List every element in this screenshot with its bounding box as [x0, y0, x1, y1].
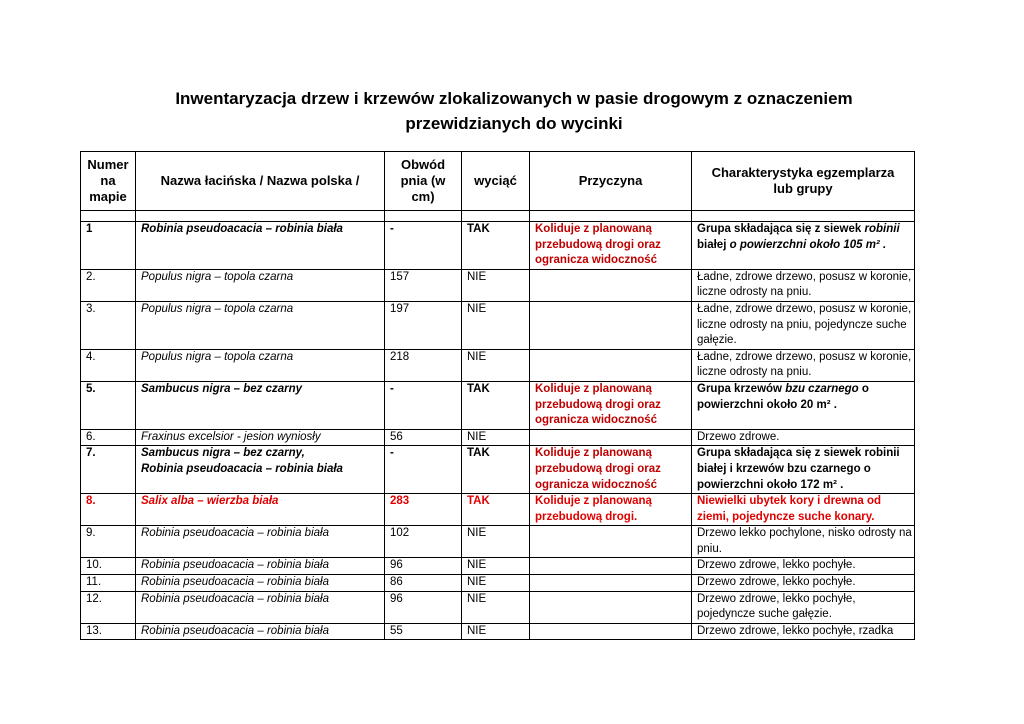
cell-description: [692, 446, 915, 494]
cell-girth: 218: [385, 349, 462, 381]
cell-reason: [530, 381, 692, 429]
cell-cut: NIE: [462, 269, 530, 301]
cell-reason: [530, 558, 692, 575]
cell-cut: TAK: [462, 222, 530, 270]
cell-line: Robinia pseudoacacia – robinia biała: [141, 527, 329, 540]
cell-line: ogranicza widoczność: [535, 254, 658, 267]
cell-girth: 96: [385, 558, 462, 575]
cell-name: [136, 349, 385, 381]
cell-number: 9.: [81, 526, 136, 558]
table-row: [81, 494, 915, 526]
cell-cut: TAK: [462, 494, 530, 526]
cell-cut: NIE: [462, 591, 530, 623]
cell-number: 5.: [81, 381, 136, 429]
cell-line: Robinia pseudoacacia – robinia biała: [141, 559, 329, 572]
cell-description: [692, 575, 915, 592]
cell-reason: [530, 269, 692, 301]
italic-species-name: o powierzchni około 105 m² .: [726, 238, 887, 251]
cell-line: Drzewo zdrowe, lekko pochyłe.: [697, 576, 856, 589]
cell-reason: [530, 575, 692, 592]
table-row: [81, 429, 915, 446]
cell-girth: 86: [385, 575, 462, 592]
cell-line: Drzewo lekko pochylone, nisko odrosty na: [697, 527, 912, 540]
table-row: [81, 575, 915, 592]
cell-number: 8.: [81, 494, 136, 526]
cell-line: Koliduje z planowaną: [535, 447, 652, 460]
italic-species-name: bzu czarnego: [785, 382, 859, 395]
cell-number: 7.: [81, 446, 136, 494]
cell-description: [692, 494, 915, 526]
cell-line: Robinia pseudoacacia – robinia biała: [141, 462, 343, 475]
cell-line: Robinia pseudoacacia – robinia biała: [141, 592, 329, 605]
cell-line: pniu.: [697, 542, 722, 555]
cell-line: Sambucus nigra – bez czarny,: [141, 447, 305, 460]
header-girth: Obwód pnia (w cm): [385, 152, 462, 211]
cell-number: 2.: [81, 269, 136, 301]
spacer-row: [81, 211, 915, 222]
cell-name: [136, 623, 385, 640]
cell-name: [136, 494, 385, 526]
cell-cut: TAK: [462, 446, 530, 494]
cell-cut: NIE: [462, 575, 530, 592]
cell-reason: [530, 526, 692, 558]
table-row: [81, 526, 915, 558]
inventory-table: [80, 151, 915, 640]
cell-girth: 157: [385, 269, 462, 301]
cell-name: [136, 222, 385, 270]
cell-line: białej o powierzchni około 105 m² .: [697, 238, 887, 251]
cell-line: przebudową drogi oraz: [535, 238, 661, 251]
cell-name: [136, 526, 385, 558]
table-row: [81, 269, 915, 301]
cell-reason: [530, 494, 692, 526]
cell-name: [136, 591, 385, 623]
table-row: [81, 446, 915, 494]
cell-line: Robinia pseudoacacia – robinia biała: [141, 624, 329, 637]
table-row: [81, 222, 915, 270]
cell-number: 11.: [81, 575, 136, 592]
cell-line: Populus nigra – topola czarna: [141, 302, 294, 315]
cell-line: Robinia pseudoacacia – robinia biała: [141, 223, 343, 235]
cell-line: białej i krzewów bzu czarnego o: [697, 462, 871, 475]
cell-line: Sambucus nigra – bez czarny: [141, 382, 303, 395]
cell-line: liczne odrosty na pniu.: [697, 366, 812, 379]
cell-reason: [530, 301, 692, 349]
cell-line: liczne odrosty na pniu.: [697, 286, 812, 299]
cell-name: [136, 269, 385, 301]
cell-line: ogranicza widoczność: [535, 414, 658, 427]
header-row: [81, 152, 915, 211]
cell-number: 6.: [81, 429, 136, 446]
cell-number: 13.: [81, 623, 136, 640]
cell-cut: NIE: [462, 558, 530, 575]
cell-description: [692, 222, 915, 270]
cell-line: Drzewo zdrowe, lekko pochyłe, rzadka: [697, 624, 894, 637]
cell-line: powierzchni około 20 m² .: [697, 398, 837, 411]
cell-line: ogranicza widoczność: [535, 478, 658, 491]
cell-description: [692, 429, 915, 446]
cell-name: [136, 575, 385, 592]
cell-line: Populus nigra – topola czarna: [141, 350, 294, 363]
header-number: Numer na mapie: [81, 152, 136, 211]
cell-description: [692, 301, 915, 349]
cell-line: Drzewo zdrowe, lekko pochyłe,: [697, 592, 856, 605]
cell-girth: 197: [385, 301, 462, 349]
cell-girth: -: [385, 381, 462, 429]
cell-description: [692, 381, 915, 429]
cell-line: Koliduje z planowaną: [535, 495, 652, 508]
cell-line: przebudową drogi.: [535, 510, 638, 523]
cell-name: [136, 301, 385, 349]
header-cut: wyciąć: [462, 152, 530, 211]
cell-line: Koliduje z planowaną: [535, 382, 652, 395]
cell-reason: [530, 591, 692, 623]
cell-line: Ładne, zdrowe drzewo, posusz w koronie,: [697, 270, 912, 283]
header-reason: Przyczyna: [530, 152, 692, 211]
cell-cut: NIE: [462, 623, 530, 640]
cell-line: Salix alba – wierzba biała: [141, 495, 279, 508]
title-line-1: Inwentaryzacja drzew i krzewów zlokalizowanych w pasie drogowym z oznaczeniem: [175, 89, 853, 108]
title-line-2: przewidzianych do wycinki: [405, 114, 623, 133]
cell-line: Drzewo zdrowe.: [697, 430, 780, 443]
cell-name: [136, 429, 385, 446]
cell-description: [692, 558, 915, 575]
page-title: [80, 86, 948, 136]
cell-name: [136, 381, 385, 429]
cell-girth: 102: [385, 526, 462, 558]
cell-line: Koliduje z planowaną: [535, 223, 652, 235]
cell-line: Fraxinus excelsior - jesion wyniosły: [141, 430, 321, 443]
cell-description: [692, 591, 915, 623]
cell-girth: -: [385, 222, 462, 270]
cell-line: przebudową drogi oraz: [535, 462, 661, 475]
cell-line: Grupa krzewów bzu czarnego o: [697, 382, 869, 395]
cell-line: Drzewo zdrowe, lekko pochyłe.: [697, 559, 856, 572]
cell-number: 4.: [81, 349, 136, 381]
cell-line: ziemi, pojedyncze suche konary.: [697, 510, 875, 523]
header-description: Charakterystyka egzemplarza lub grupy: [692, 152, 915, 211]
cell-cut: NIE: [462, 429, 530, 446]
cell-name: [136, 558, 385, 575]
cell-number: 1: [81, 222, 136, 270]
table-row: [81, 301, 915, 349]
cell-girth: 56: [385, 429, 462, 446]
cell-line: pojedyncze suche gałęzie.: [697, 608, 832, 621]
cell-girth: 55: [385, 623, 462, 640]
cell-description: [692, 526, 915, 558]
cell-girth: -: [385, 446, 462, 494]
cell-number: 12.: [81, 591, 136, 623]
cell-line: Populus nigra – topola czarna: [141, 270, 294, 283]
table-row: [81, 349, 915, 381]
table-row: [81, 623, 915, 640]
cell-reason: [530, 429, 692, 446]
italic-species-name: robinii: [864, 223, 900, 235]
cell-description: [692, 623, 915, 640]
cell-line: Ładne, zdrowe drzewo, posusz w koronie,: [697, 350, 912, 363]
cell-cut: TAK: [462, 381, 530, 429]
cell-cut: NIE: [462, 349, 530, 381]
cell-name: [136, 446, 385, 494]
cell-reason: [530, 222, 692, 270]
cell-line: liczne odrosty na pniu, pojedyncze suche: [697, 318, 907, 331]
cell-reason: [530, 446, 692, 494]
cell-line: powierzchni około 172 m² .: [697, 478, 844, 491]
table-row: [81, 591, 915, 623]
cell-description: [692, 269, 915, 301]
cell-reason: [530, 623, 692, 640]
cell-line: Robinia pseudoacacia – robinia biała: [141, 576, 329, 589]
cell-line: Grupa składająca się z siewek robinii: [697, 223, 900, 235]
cell-number: 3.: [81, 301, 136, 349]
cell-number: 10.: [81, 558, 136, 575]
table-row: [81, 558, 915, 575]
cell-cut: NIE: [462, 301, 530, 349]
cell-line: Grupa składająca się z siewek robinii: [697, 447, 900, 460]
cell-line: Niewielki ubytek kory i drewna od: [697, 495, 882, 508]
cell-line: Ładne, zdrowe drzewo, posusz w koronie,: [697, 302, 912, 315]
cell-description: [692, 349, 915, 381]
cell-line: przebudową drogi oraz: [535, 398, 661, 411]
table-row: [81, 381, 915, 429]
header-name: Nazwa łacińska / Nazwa polska /: [136, 152, 385, 211]
cell-line: gałęzie.: [697, 334, 737, 347]
cell-girth: 283: [385, 494, 462, 526]
cell-reason: [530, 349, 692, 381]
cell-cut: NIE: [462, 526, 530, 558]
cell-girth: 96: [385, 591, 462, 623]
